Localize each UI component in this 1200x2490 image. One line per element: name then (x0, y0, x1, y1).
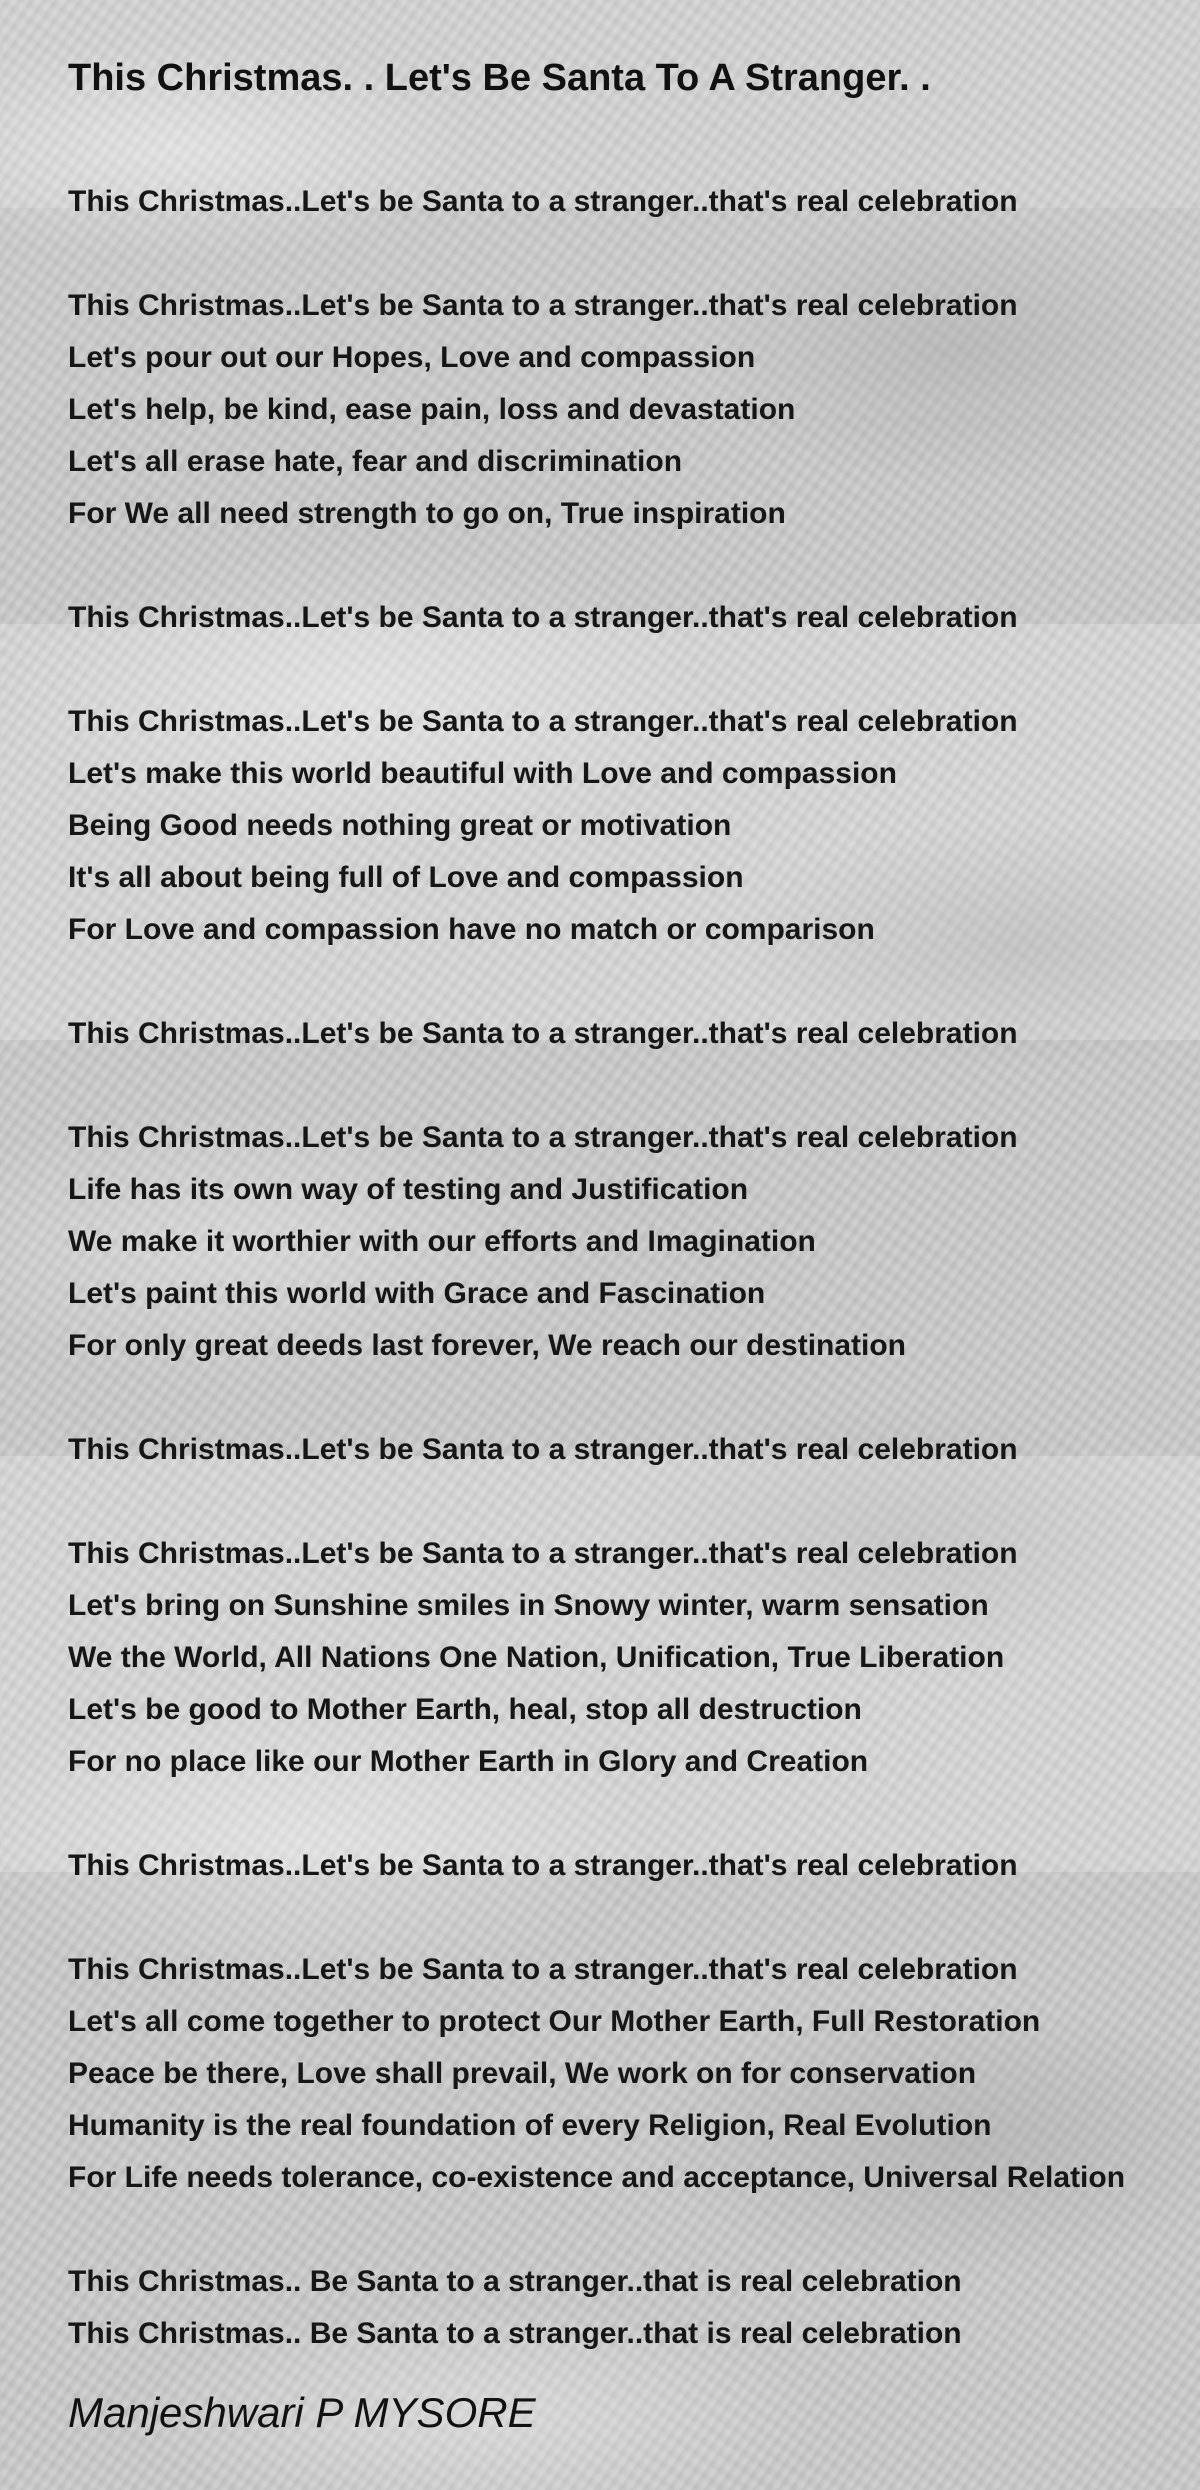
poem-line: For only great deeds last forever, We reach our destination (68, 1329, 907, 1362)
poem-line: Let's all come together to protect Our Mother Earth, Full Restoration (68, 2005, 1041, 2038)
poem-body (68, 176, 1188, 2360)
poem-line: This Christmas.. Be Santa to a stranger..that is real celebration (68, 2265, 962, 2298)
poem-line: Being Good needs nothing great or motivation (68, 809, 732, 842)
stanza-break (68, 644, 1188, 696)
poem-line: This Christmas..Let's be Santa to a stranger..that's real celebration (68, 1849, 1018, 1882)
poem-line: This Christmas..Let's be Santa to a stranger..that's real celebration (68, 185, 1018, 218)
stanza-break (68, 228, 1188, 280)
poem-line: Life has its own way of testing and Justification (68, 1173, 749, 1206)
stanza-break (68, 1476, 1188, 1528)
stanza-break (68, 1060, 1188, 1112)
poem-author: Manjeshwari P MYSORE (68, 2389, 536, 2436)
poem-line: Let's bring on Sunshine smiles in Snowy winter, warm sensation (68, 1589, 989, 1622)
poem-line: This Christmas.. Be Santa to a stranger..that is real celebration (68, 2317, 962, 2350)
poem-line: This Christmas..Let's be Santa to a stranger..that's real celebration (68, 705, 1018, 738)
stanza-break (68, 956, 1188, 1008)
poem-line: We make it worthier with our efforts and Imagination (68, 1225, 816, 1258)
poem-line: For We all need strength to go on, True inspiration (68, 497, 786, 530)
poem-line: This Christmas..Let's be Santa to a stranger..that's real celebration (68, 1433, 1018, 1466)
poem-line: For Love and compassion have no match or comparison (68, 913, 875, 946)
poem-line: Let's pour out our Hopes, Love and compassion (68, 341, 756, 374)
stanza-break (68, 1788, 1188, 1840)
poem-line: Let's all erase hate, fear and discrimination (68, 445, 683, 478)
poem-line: Let's be good to Mother Earth, heal, stop all destruction (68, 1693, 862, 1726)
poem-line: For no place like our Mother Earth in Glory and Creation (68, 1745, 869, 1778)
poem-line: This Christmas..Let's be Santa to a stranger..that's real celebration (68, 289, 1018, 322)
poem-line: This Christmas..Let's be Santa to a stranger..that's real celebration (68, 1537, 1018, 1570)
poem-container (68, 50, 1188, 2360)
stanza-break (68, 2204, 1188, 2256)
poem-line: This Christmas..Let's be Santa to a stranger..that's real celebration (68, 1953, 1018, 1986)
poem-title: This Christmas. . Let's Be Santa To A Stranger. . (68, 57, 931, 99)
poem-line: This Christmas..Let's be Santa to a stranger..that's real celebration (68, 1017, 1018, 1050)
poem-line: It's all about being full of Love and compassion (68, 861, 744, 894)
poem-line: This Christmas..Let's be Santa to a stranger..that's real celebration (68, 1121, 1018, 1154)
poem-line: Let's paint this world with Grace and Fascination (68, 1277, 766, 1310)
poem-line: For Life needs tolerance, co-existence and acceptance, Universal Relation (68, 2161, 1126, 2194)
stanza-break (68, 1372, 1188, 1424)
poem-line: Let's make this world beautiful with Love and compassion (68, 757, 897, 790)
stanza-break (68, 1892, 1188, 1944)
poem-line: Peace be there, Love shall prevail, We work on for conservation (68, 2057, 977, 2090)
poem-line: This Christmas..Let's be Santa to a stranger..that's real celebration (68, 601, 1018, 634)
stanza-break (68, 540, 1188, 592)
poem-line: We the World, All Nations One Nation, Unification, True Liberation (68, 1641, 1005, 1674)
poem-line: Humanity is the real foundation of every Religion, Real Evolution (68, 2109, 992, 2142)
poem-line: Let's help, be kind, ease pain, loss and devastation (68, 393, 796, 426)
